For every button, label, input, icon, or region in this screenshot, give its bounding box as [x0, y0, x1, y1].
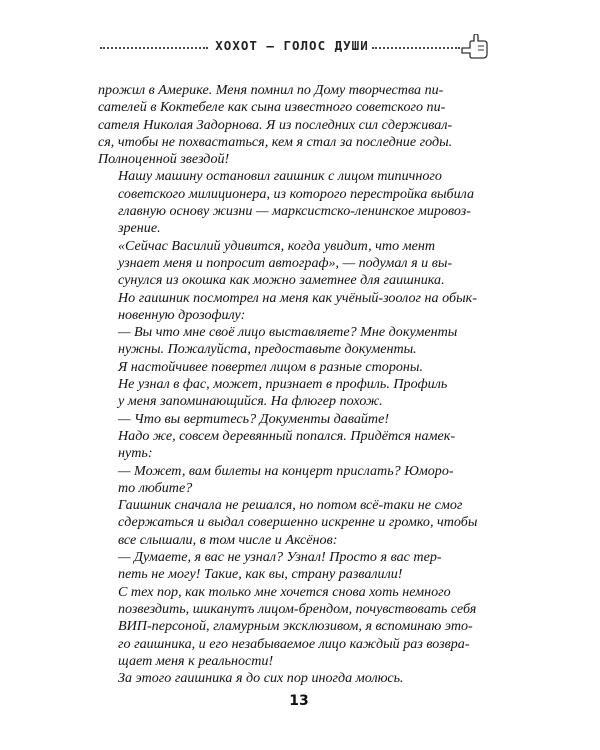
text-line: нужны. Пожалуйста, предоставьте документы.: [118, 341, 417, 358]
text-line: узнает меня и попросит автограф», — подумал я и вы-: [118, 254, 453, 271]
text-line: Не узнал в фас, может, признает в профиль. Профиль: [118, 376, 448, 393]
text-line: С тех пор, как только мне хочется снова хоть немного: [118, 583, 451, 600]
running-title: ХОХОТ — ГОЛОС ДУШИ: [215, 38, 369, 53]
text-line: — Думаете, я вас не узнал? Узнал! Просто я вас тер-: [118, 549, 442, 566]
text-line: у меня запоминающийся. На флюгер похож.: [118, 393, 383, 410]
text-line: прожил в Америке. Меня помнил по Дому творчества пи-: [98, 82, 444, 98]
paragraph: [98, 238, 508, 324]
text-line: Надо же, совсем деревянный попался. Придётся намек-: [118, 427, 456, 444]
text-line: то любите?: [118, 479, 193, 496]
text-line: Полноценной звездой!: [98, 151, 230, 168]
text-line: — Вы что мне своё лицо выставляете? Мне документы: [118, 324, 458, 341]
text-line: щает меня к реальности!: [118, 652, 274, 669]
paragraph: [98, 497, 508, 549]
text-line: сателя Николая Задорнова. Я из последних сил сдерживал-: [98, 116, 453, 133]
paragraph: [98, 359, 508, 411]
text-line: За этого гаишника я до сих пор иногда молюсь.: [118, 670, 404, 687]
text-line: петь не могу! Такие, как вы, страну развалили!: [118, 566, 403, 583]
paragraph: [98, 463, 508, 498]
text-line: новенную дрозофилу:: [118, 306, 246, 323]
paragraph: [98, 428, 508, 463]
paragraph: [98, 168, 508, 237]
text-line: го гаишника, и его незабываемое лицо каждый раз возвра-: [118, 635, 470, 652]
text-line: ВИП-персоной, гламурным эксклюзивом, я вспоминаю это-: [118, 618, 473, 635]
pointing-hand-icon: [460, 34, 490, 60]
text-line: Гаишник сначала не решался, но потом всё-таки не смог: [118, 497, 463, 514]
paragraph: [98, 82, 508, 168]
text-line: Нашу машину остановил гаишник с лицом типичного: [118, 168, 442, 185]
text-line: — Что вы вертитесь? Документы давайте!: [118, 410, 390, 427]
text-line: все слышали, в том числе и Аксёнов:: [118, 531, 338, 548]
text-line: Но гаишник посмотрел на меня как учёный-зоолог на обык-: [118, 289, 477, 306]
text-line: зрение.: [118, 220, 161, 237]
paragraph: [98, 549, 508, 584]
paragraph: [98, 584, 508, 670]
running-header: [100, 30, 510, 70]
text-line: главную основу жизни — марксистско-ленинское мировоз-: [118, 203, 471, 220]
text-line: советского милиционера, из которого перестройка выбила: [118, 185, 475, 202]
body-text: [98, 82, 508, 687]
text-line: «Сейчас Василий удивится, когда увидит, что мент: [118, 237, 436, 254]
paragraph: [98, 670, 508, 687]
text-line: нуть:: [118, 445, 153, 462]
text-line: сателей в Коктебеле как сына известного советского пи-: [98, 99, 446, 116]
text-line: сунулся из окошка как можно заметнее для гаишника.: [118, 272, 445, 289]
text-line: позвездить, шиканутъ лицом-брендом, почувствовать себя: [118, 600, 477, 617]
paragraph: [98, 411, 508, 428]
text-line: Я настойчивее повертел лицом в разные стороны.: [118, 358, 423, 375]
paragraph: [98, 324, 508, 359]
header-rule-right: [372, 47, 460, 49]
page-number: 13: [289, 693, 309, 709]
text-line: ся, чтобы не похвастаться, кем я стал за последние годы.: [98, 133, 453, 150]
text-line: сдержаться и выдал совершенно искренне и громко, чтобы: [118, 514, 478, 531]
header-rule-left: [100, 47, 208, 49]
text-line: — Может, вам билеты на концерт прислать? Юморо-: [118, 462, 454, 479]
